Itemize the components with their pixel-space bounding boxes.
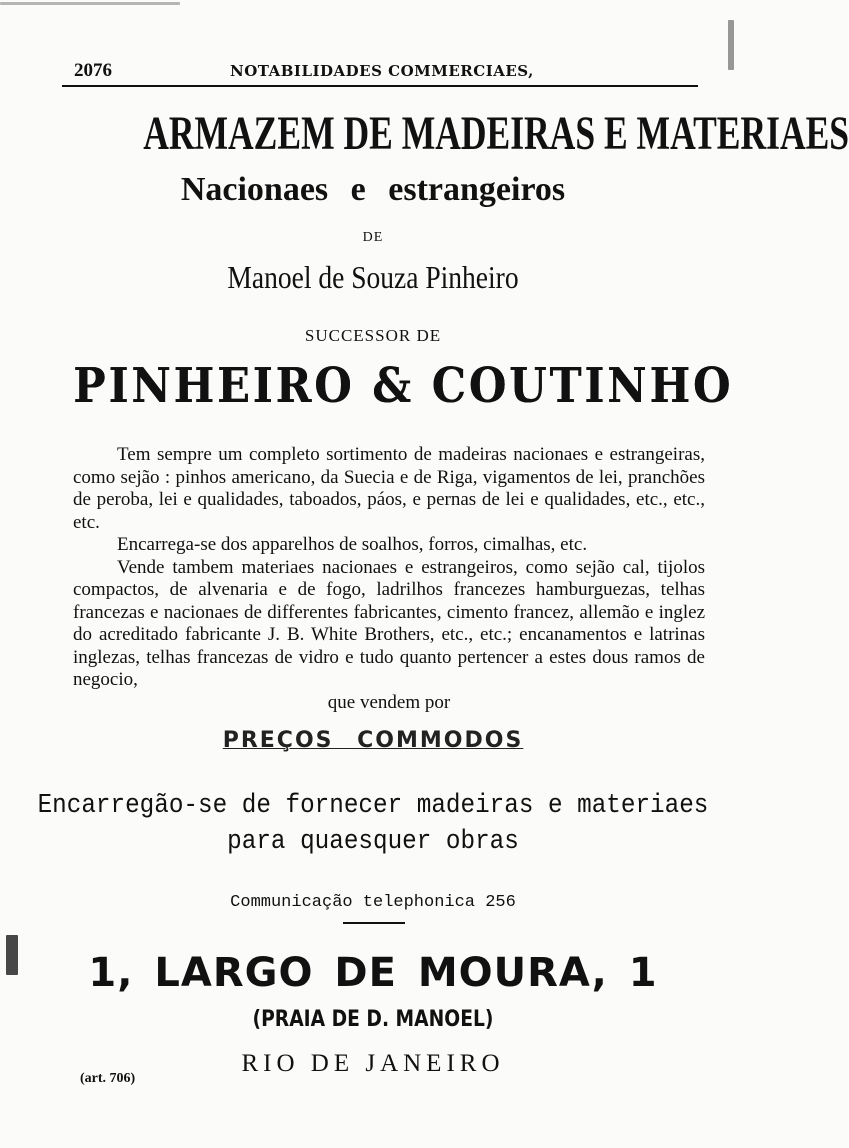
address: 1, LARGO DE MOURA, 1 — [88, 950, 658, 996]
advert-subtitle: Nacionaes e estrangeiros — [180, 171, 566, 208]
prices-banner: PREÇOS COMMODOS — [222, 728, 524, 753]
successor-label: SUCCESSOR DE — [304, 326, 442, 345]
firm-name: PINHEIRO & COUTINHO — [73, 358, 734, 414]
header-rule — [62, 85, 698, 87]
paragraph-services: Encarrega-se dos apparelhos de soalhos, forros, cimalhas, etc. — [117, 534, 588, 555]
advert-title: ARMAZEM DE MADEIRAS E MATERIAES — [143, 107, 849, 160]
closing-line: que vendem por — [327, 691, 451, 713]
address-note: (PRAIA DE D. MANOEL) — [252, 1007, 494, 1032]
scan-noise-right — [728, 20, 734, 70]
short-rule — [343, 922, 405, 924]
supply-line-1: Encarregão-se de fornecer madeiras e materiaes — [37, 791, 709, 821]
city: RIO DE JANEIRO — [241, 1050, 505, 1077]
running-title: NOTABILIDADES COMMERCIAES, — [230, 62, 534, 80]
page-number: 2076 — [74, 60, 112, 81]
paragraph-materials: Vende tambem materiaes nacionaes e estrangeiros, como sejão cal, tijolos compactos, de alvenaria e de fogo, ladrilhos francezes hamburguezas, telhas francezas e nacionaes de differentes fabricantes, cimento francez, allemão e inglez do acreditado fabricante J. B. White Brothers, etc., etc.; encanamentos e latrinas inglezas, telhas francezas de vidro e tudo quanto pertencer a estes dous ramos de negocio, — [73, 556, 705, 690]
de-label: DE — [362, 230, 384, 245]
supply-line-2: para quaesquer obras — [227, 827, 519, 857]
scan-noise-left — [6, 935, 18, 975]
paragraph-assortment: Tem sempre um completo sortimento de madeiras nacionaes e estrangeiras, como sejão : pinhos americano, da Suecia e de Riga, vigamentos de lei, pranchões de peroba, lei e qualidades, taboados, páos, e pernas de lei e qualidades, etc., etc., etc. — [73, 444, 705, 533]
owner-name: Manoel de Souza Pinheiro — [227, 259, 519, 295]
advert-body — [73, 444, 705, 714]
telephone-line: Communicação telephonica 256 — [230, 893, 516, 912]
scan-noise-top — [0, 2, 180, 5]
supply-line — [37, 788, 708, 860]
article-reference: (art. 706) — [80, 1071, 136, 1086]
